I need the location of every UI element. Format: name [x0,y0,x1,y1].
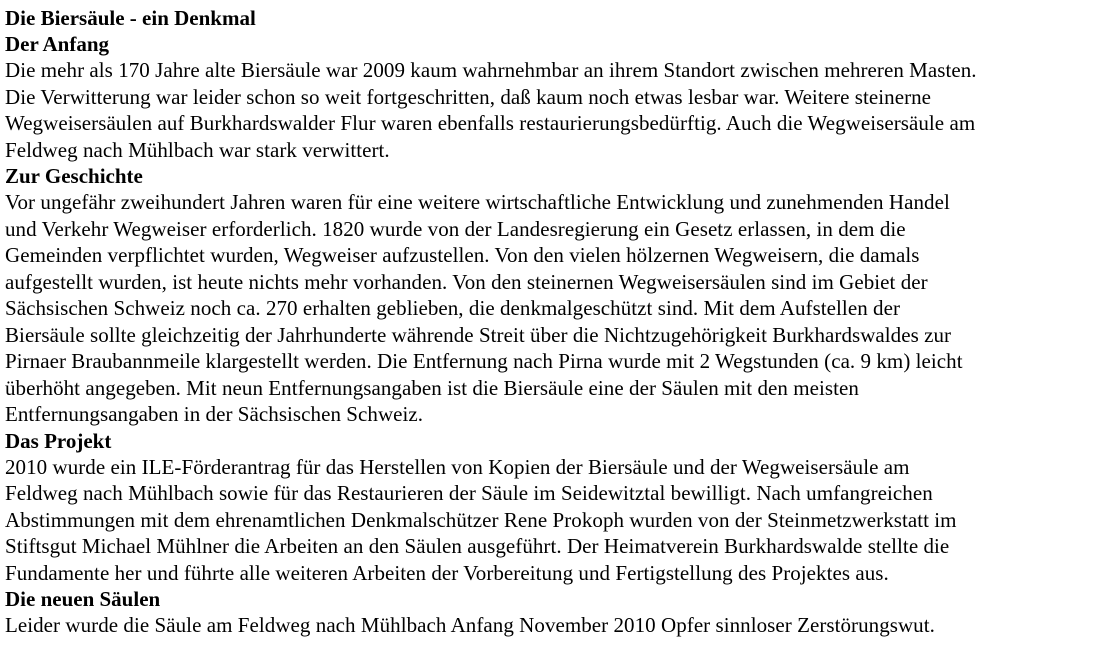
document [5,5,1095,639]
text-line: überhöht angegeben. Mit neun Entfernungsangaben ist die Biersäule eine der Säulen mit den meisten [5,375,859,400]
text-line: Leider wurde die Säule am Feldweg nach Mühlbach Anfang November 2010 Opfer sinnloser Zerstörungswut. [5,613,935,637]
text-line: Feldweg nach Mühlbach war stark verwittert. [5,137,390,162]
text-line: Sächsischen Schweiz noch ca. 270 erhalten geblieben, die denkmalgeschützt sind. Mit dem Aufstellen der [5,296,901,320]
section-heading: Das Projekt [5,428,112,453]
text-line: Fundamente her und führte alle weiteren Arbeiten der Vorbereitung und Fertigstellung des Projektes aus. [5,560,889,585]
section-der-anfang [5,31,1095,163]
section-body [5,57,1095,163]
text-line: Die Verwitterung war leider schon so weit fortgeschritten, daß kaum noch etwas lesbar war. Weitere steinerne [5,84,932,109]
text-line: Pirnaer Braubannmeile klargestellt werden. Die Entfernung nach Pirna wurde mit 2 Wegstunden (ca. 9 km) leicht [5,349,963,373]
section-body [5,189,1095,428]
section-heading: Zur Geschichte [5,164,143,188]
section-heading: Der Anfang [5,32,110,56]
text-line: Biersäule sollte gleichzeitig der Jahrhunderte währende Streit über die Nichtzugehörigkeit Burkhardswaldes zur [5,322,952,347]
section-body [5,454,1095,587]
text-line: Abstimmungen mit dem ehrenamtlichen Denkmalschützer Rene Prokoph wurden von der Steinmetzwerkstatt im [5,507,957,532]
text-line: Vor ungefähr zweihundert Jahren waren für eine weitere wirtschaftliche Entwicklung und zunehmenden Handel [5,190,950,214]
text-line: 2010 wurde ein ILE-Förderantrag für das Herstellen von Kopien der Biersäule und der Wegweisersäule am [5,454,910,479]
page-title: Die Biersäule - ein Denkmal [5,6,256,30]
section-body [5,612,1095,639]
text-line: Feldweg nach Mühlbach sowie für das Restaurieren der Säule im Seidewitztal bewilligt. Nach umfangreichen [5,481,933,505]
text-line: Die mehr als 170 Jahre alte Biersäule war 2009 kaum wahrnehmbar an ihrem Standort zwischen mehreren Masten. [5,58,977,82]
text-line: aufgestellt wurden, ist heute nichts mehr vorhanden. Von den steinernen Wegweisersäulen sind im Gebiet der [5,269,928,294]
section-zur-geschichte [5,163,1095,428]
section-heading: Die neuen Säulen [5,587,161,611]
text-line: Entfernungsangaben in der Sächsischen Schweiz. [5,402,424,426]
section-die-neuen-saeulen [5,586,1095,639]
section-das-projekt [5,428,1095,587]
text-line: Stiftsgut Michael Mühlner die Arbeiten an den Säulen ausgeführt. Der Heimatverein Burkhardswalde stellte die [5,534,950,558]
text-line: Wegweisersäulen auf Burkhardswalder Flur waren ebenfalls restaurierungsbedürftig. Auch die Wegweisersäule am [5,111,976,135]
text-line: und Verkehr Wegweiser erforderlich. 1820 wurde von der Landesregierung ein Gesetz erlassen, in dem die [5,216,906,241]
text-line: Gemeinden verpflichtet wurden, Wegweiser aufzustellen. Von den vielen hölzernen Wegweisern, die damals [5,243,920,267]
